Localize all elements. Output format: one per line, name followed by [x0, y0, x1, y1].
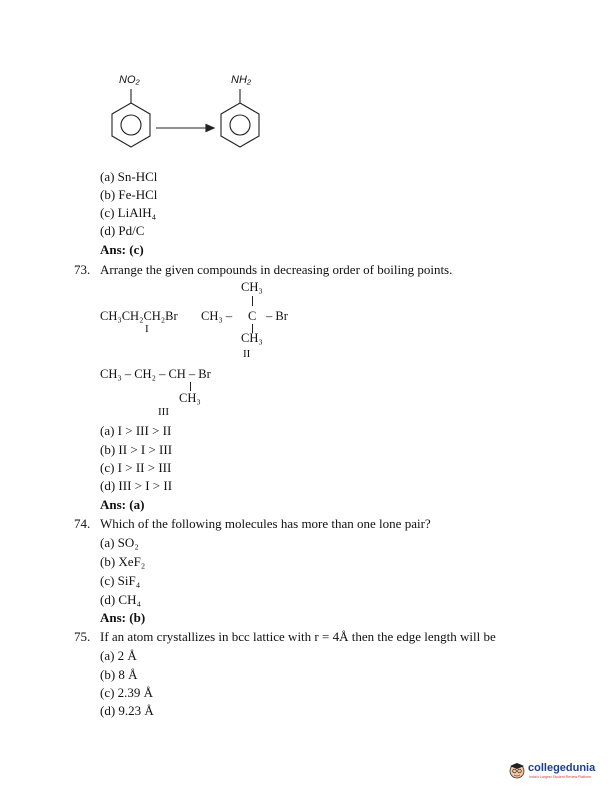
reaction-scheme	[90, 86, 280, 166]
q73-compound1-label: I	[145, 323, 149, 335]
q74-option-c: (c) SiF₄	[100, 573, 141, 588]
q75-option-a: (a) 2 Å	[100, 648, 137, 663]
q73-number: 73.	[74, 262, 91, 277]
q72-option-b: (b) Fe-HCl	[100, 187, 158, 202]
q73-compound2-bottom: CH₃	[241, 331, 263, 345]
q73-compound2-bond-top	[252, 296, 253, 306]
q73-compound2-center: C	[248, 309, 257, 323]
q73-text: Arrange the given compounds in decreasing order of boiling points.	[100, 262, 453, 277]
q73-compound2-top: CH₃	[241, 280, 263, 294]
q73-option-d: (d) III > I > II	[100, 478, 173, 493]
q74-answer: Ans: (b)	[100, 610, 146, 625]
collegedunia-logo[interactable]	[506, 760, 606, 780]
q74-option-a: (a) SO₂	[100, 535, 139, 550]
q73-answer: Ans: (a)	[100, 497, 145, 512]
q73-compound3-label: III	[158, 406, 169, 418]
q75-option-d: (d) 9.23 Å	[100, 703, 154, 718]
q73-compound3-bond	[190, 382, 191, 391]
nitrobenzene-ring	[112, 89, 150, 147]
amino-group-label: NH₂	[231, 74, 252, 86]
logo-tagline: India's Largest Student Review Platform	[529, 775, 592, 779]
q73-compound3-branch: CH₃	[179, 391, 201, 405]
q74-text: Which of the following molecules has more than one lone pair?	[100, 516, 431, 531]
q74-option-b: (b) XeF₂	[100, 554, 146, 569]
q75-text: If an atom crystallizes in bcc lattice with r = 4Å then the edge length will be	[100, 629, 496, 644]
q74-number: 74.	[74, 516, 91, 531]
q73-compound3-main: CH₃ – CH₂ – CH – Br	[100, 367, 211, 381]
aniline-ring	[221, 89, 259, 147]
q72-answer: Ans: (c)	[100, 242, 144, 257]
reaction-arrow	[156, 125, 214, 132]
q75-option-c: (c) 2.39 Å	[100, 685, 154, 700]
q73-compound2-prefix: CH₃ –	[201, 309, 233, 323]
q73-compound2-suffix: – Br	[266, 309, 288, 323]
q72-option-c: (c) LiAlH₄	[100, 205, 157, 220]
q73-option-a: (a) I > III > II	[100, 423, 172, 438]
q73-option-b: (b) II > I > III	[100, 442, 173, 457]
q74-option-d: (d) CH₄	[100, 592, 141, 607]
q75-option-b: (b) 8 Å	[100, 667, 138, 682]
graduate-avatar-icon	[508, 761, 526, 779]
q73-compound2-label: II	[243, 348, 251, 360]
q73-option-c: (c) I > II > III	[100, 460, 172, 475]
nitro-group-label: NO₂	[119, 74, 140, 86]
q72-option-d: (d) Pd/C	[100, 223, 145, 238]
q73-compound1: CH₃CH₂CH₂Br	[100, 309, 178, 323]
logo-wordmark: collegedunia	[528, 762, 596, 774]
q72-option-a: (a) Sn-HCl	[100, 169, 158, 184]
q75-number: 75.	[74, 629, 91, 644]
